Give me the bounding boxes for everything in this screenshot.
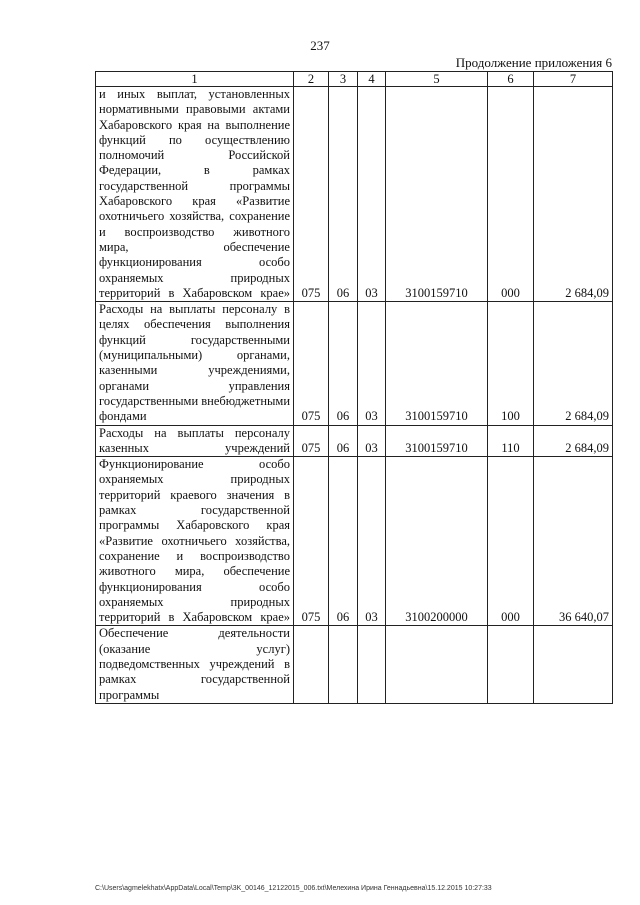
- header-cell: 5: [386, 72, 488, 87]
- expense-type-code: [488, 626, 534, 703]
- budget-table: [95, 71, 613, 704]
- expense-type-code: 110: [488, 425, 534, 457]
- appendix-continuation-label: Продолжение приложения 6: [455, 55, 612, 70]
- ministry-code: 075: [294, 87, 329, 302]
- file-path-footer: C:\Users\agmelekhatx\AppData\Local\Temp\3K_00146_12122015_006.txt\Мелехина Ирина Геннадьевна\15.12.2015 10:27:33: [95, 885, 492, 892]
- ministry-code: 075: [294, 425, 329, 457]
- section-code: 06: [329, 425, 358, 457]
- expense-type-code: 000: [488, 87, 534, 302]
- subsection-code: 03: [358, 87, 386, 302]
- ministry-code: [294, 626, 329, 703]
- target-article-code: 3100159710: [386, 425, 488, 457]
- ministry-code: 075: [294, 302, 329, 425]
- header-cell: 3: [329, 72, 358, 87]
- row-description: Расходы на выплаты персоналу казенных учреждений: [96, 425, 294, 457]
- target-article-code: 3100159710: [386, 302, 488, 425]
- section-code: 06: [329, 457, 358, 626]
- subsection-code: 03: [358, 425, 386, 457]
- page-number: 237: [310, 38, 330, 53]
- section-code: 06: [329, 87, 358, 302]
- target-article-code: [386, 626, 488, 703]
- section-code: 06: [329, 302, 358, 425]
- target-article-code: 3100200000: [386, 457, 488, 626]
- amount: 2 684,09: [534, 302, 613, 425]
- header-row: [96, 72, 613, 87]
- header-cell: 7: [534, 72, 613, 87]
- target-article-code: 3100159710: [386, 87, 488, 302]
- subsection-code: [358, 626, 386, 703]
- row-description: Обеспечение деятельности (оказание услуг) подведомственных учреждений в рамках государственной программы: [96, 626, 294, 703]
- amount: 2 684,09: [534, 425, 613, 457]
- row-description: Функционирование особо охраняемых природных территорий краевого значения в рамках государственной программы Хабаровского края «Развитие охотничьего хозяйства, сохранение и воспроизводство животного мира, обеспечение функционирования особо охраняемых природных территорий в Хабаровском крае»: [96, 457, 294, 626]
- header-cell: 2: [294, 72, 329, 87]
- expense-type-code: 100: [488, 302, 534, 425]
- header-cell: 1: [96, 72, 294, 87]
- table-row: [96, 302, 613, 425]
- expense-type-code: 000: [488, 457, 534, 626]
- header-cell: 6: [488, 72, 534, 87]
- table-row: [96, 626, 613, 703]
- header-cell: 4: [358, 72, 386, 87]
- subsection-code: 03: [358, 302, 386, 425]
- table-row: [96, 87, 613, 302]
- amount: [534, 626, 613, 703]
- section-code: [329, 626, 358, 703]
- ministry-code: 075: [294, 457, 329, 626]
- amount: 2 684,09: [534, 87, 613, 302]
- subsection-code: 03: [358, 457, 386, 626]
- table-row: [96, 425, 613, 457]
- row-description: и иных выплат, установленных нормативными правовыми актами Хабаровского края на выполнение функций по осуществлению полномочий Российской Федерации, в рамках государственной программы Хабаровского края «Развитие охотничьего хозяйства, сохранение и воспроизводство животного мира, обеспечение функционирования особо охраняемых природных территорий в Хабаровском крае»: [96, 87, 294, 302]
- row-description: Расходы на выплаты персоналу в целях обеспечения выполнения функций государственными (муниципальными) органами, казенными учреждениями, органами управления государственными внебюджетными фондами: [96, 302, 294, 425]
- table-row: [96, 457, 613, 626]
- amount: 36 640,07: [534, 457, 613, 626]
